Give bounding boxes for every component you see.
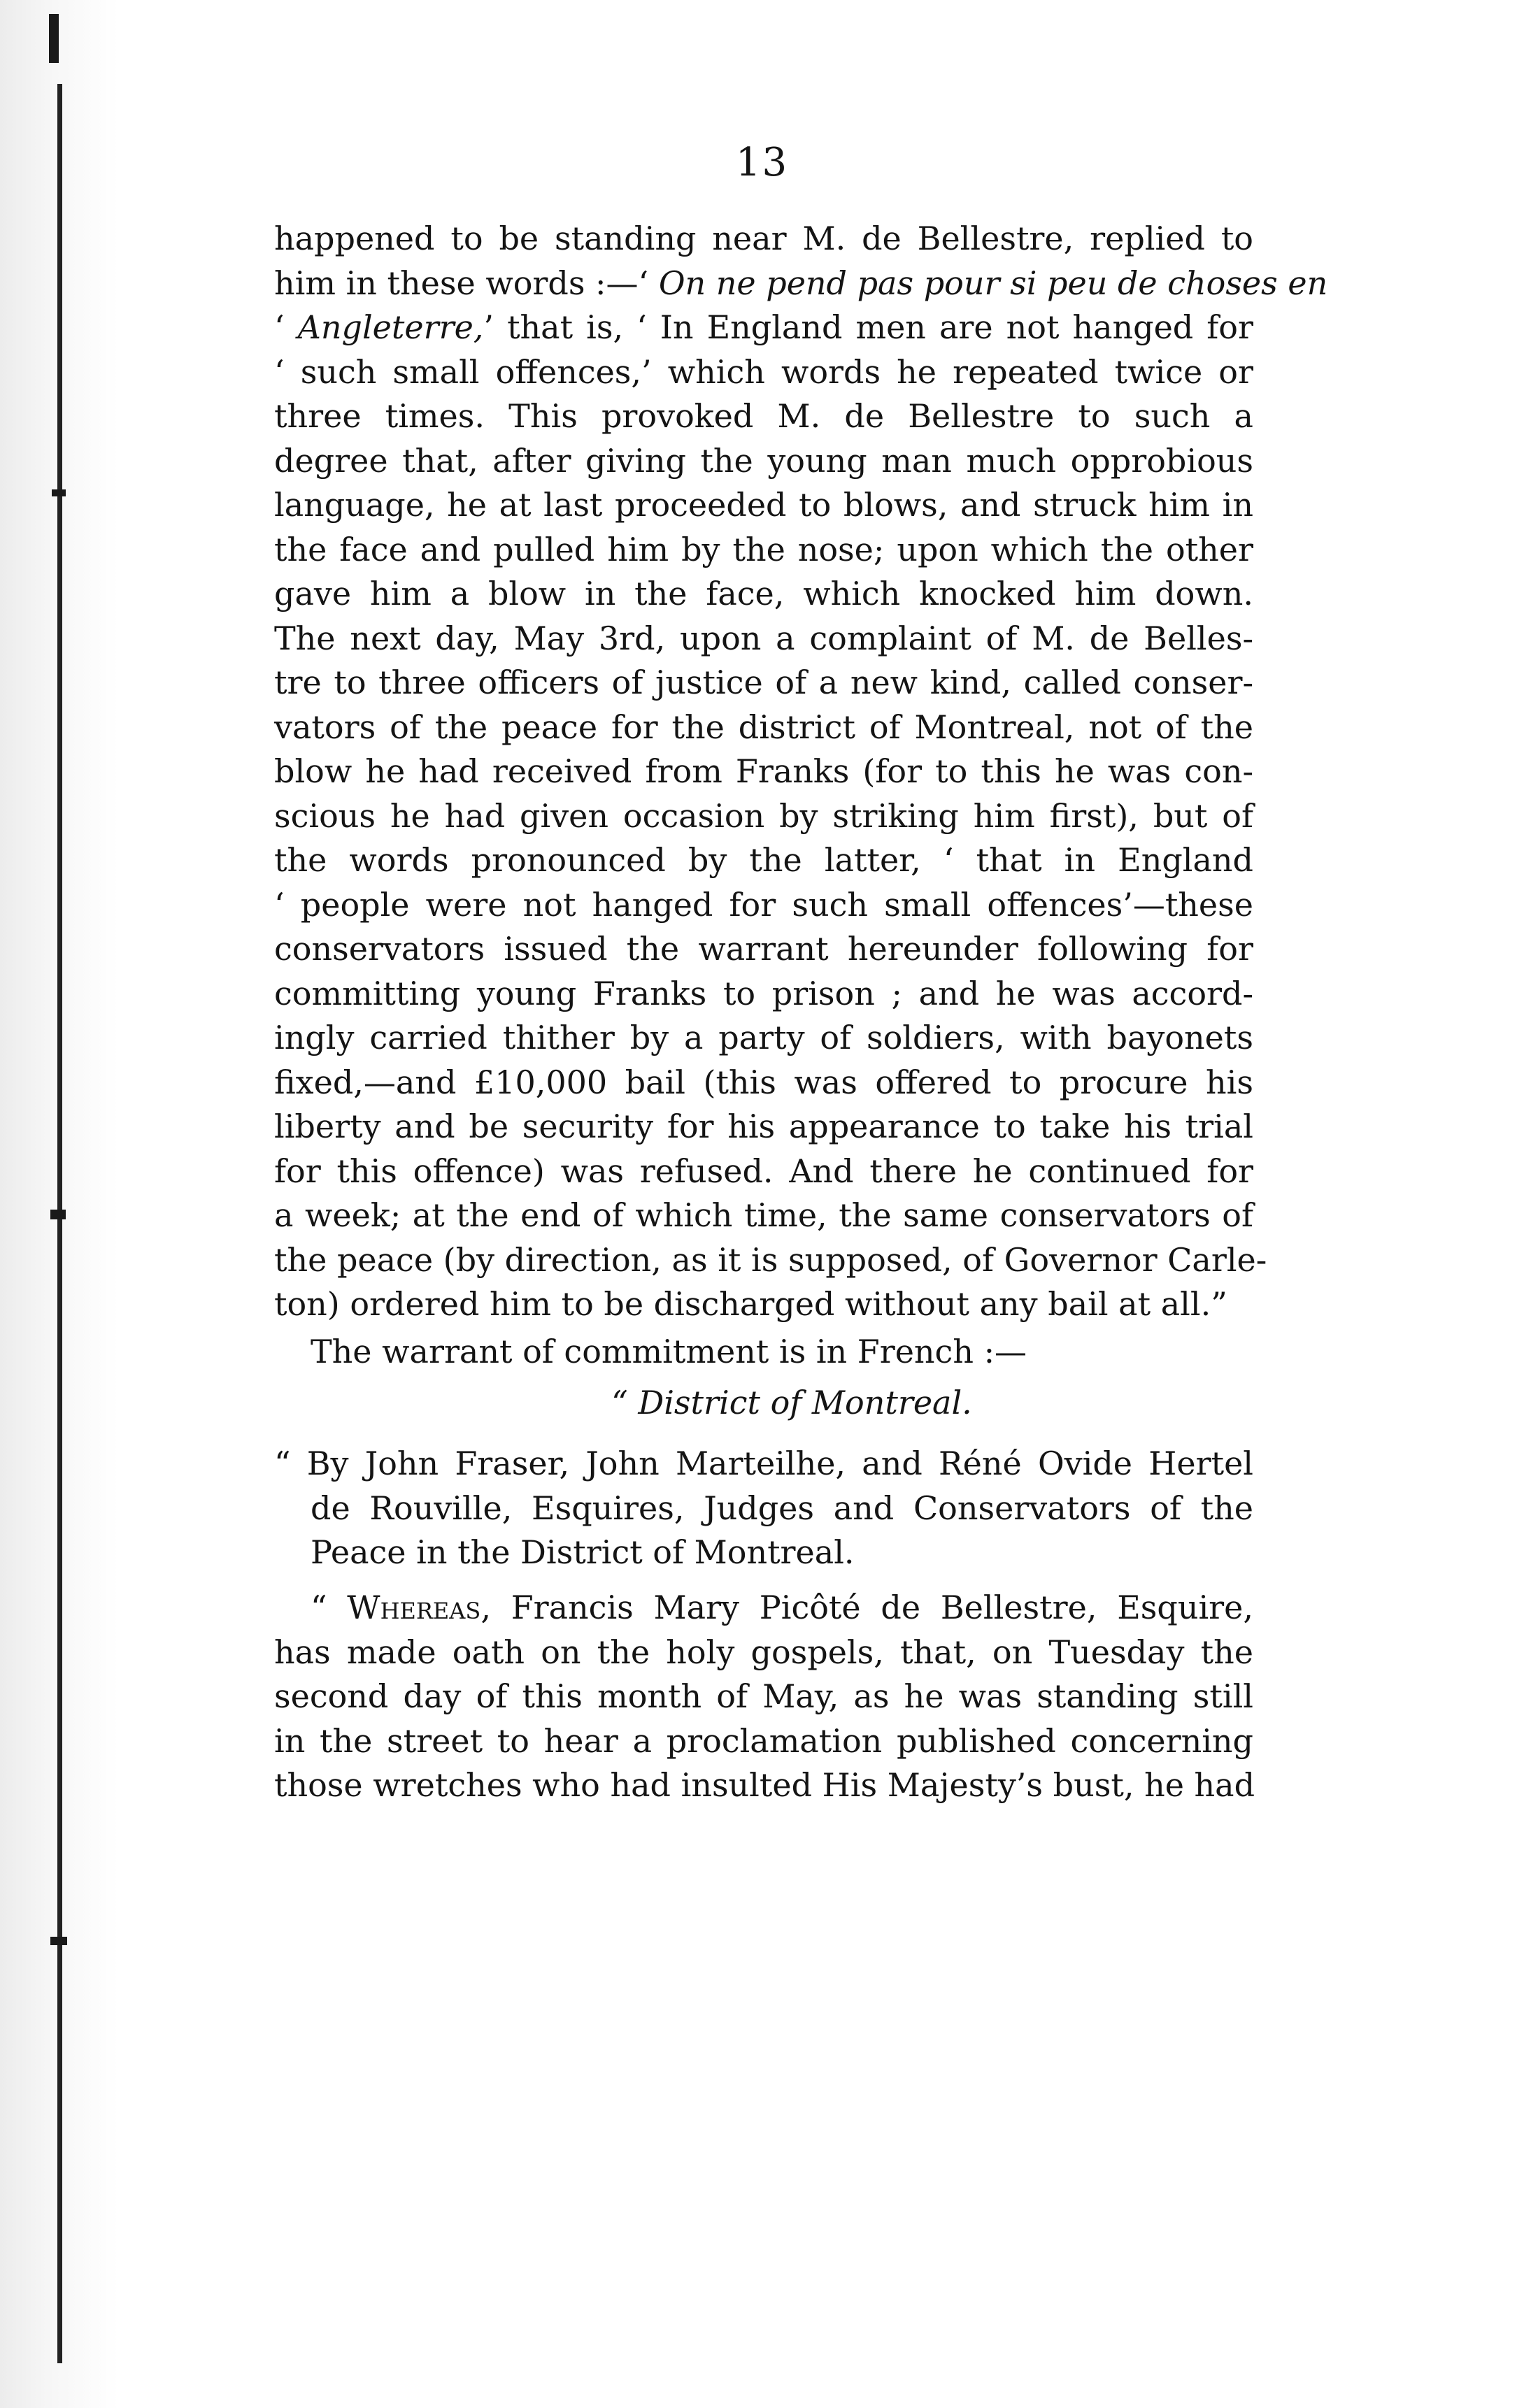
text-line: The warrant of commitment is in French :—	[311, 1333, 1027, 1370]
text-line: for this offence) was refused. And there he continued for	[274, 1152, 1253, 1190]
text-line: happened to be standing near M. de Bellestre, replied to	[274, 220, 1253, 257]
binding-mark	[50, 1210, 66, 1219]
whereas-word: Whereas	[347, 1589, 481, 1626]
main-paragraph	[274, 217, 1328, 1327]
text-line: tre to three officers of justice of a new kind, called conser-	[274, 664, 1253, 701]
text-line: blow he had received from Franks (for to this he was con-	[274, 752, 1253, 790]
text-line: the peace (by direction, as it is supposed, of Governor Carle-	[274, 1240, 1267, 1279]
text-line: him in these words :—‘ On ne pend pas pour si peu de choses en	[274, 264, 1328, 302]
text-line: Peace in the District of Montreal.	[311, 1533, 855, 1571]
text-line: ‘ such small offences,’ which words he repeated twice or	[274, 352, 1253, 391]
text-line: has made oath on the holy gospels, that, on Tuesday the	[274, 1633, 1253, 1671]
text-line: the face and pulled him by the nose; upon which the other	[274, 530, 1253, 568]
whereas-paragraph	[274, 1586, 1253, 1808]
text-line: three times. This provoked M. de Bellestre to such a	[274, 397, 1253, 435]
binding-mark	[50, 1937, 67, 1945]
text-line: ‘ Angleterre,’ that is, ‘ In England men are not hanged for	[274, 308, 1253, 346]
text-line: second day of this month of May, as he was standing still	[274, 1677, 1253, 1715]
text-line: “ By John Fraser, John Marteilhe, and Réné Ovide Hertel	[274, 1445, 1253, 1482]
text-line: ton) ordered him to be discharged without any bail at all.”	[274, 1285, 1227, 1323]
text-line: “ Whereas, Francis Mary Picôté de Bellestre, Esquire,	[311, 1589, 1254, 1626]
text-line: committing young Franks to prison ; and he was accord-	[274, 974, 1253, 1012]
warrant-intro	[274, 1330, 1253, 1375]
binding-edge	[57, 84, 62, 2363]
french-quote: On ne pend pas pour si peu de choses en	[658, 264, 1328, 302]
text-line: degree that, after giving the young man much opprobious	[274, 441, 1253, 480]
text-line: ingly carried thither by a party of soldiers, with bayonets	[274, 1019, 1253, 1056]
text-line: “ District of Montreal.	[611, 1384, 972, 1421]
text-line: in the street to hear a proclamation published concerning	[274, 1721, 1253, 1760]
commissioners-paragraph	[274, 1442, 1253, 1575]
binding-mark	[52, 489, 66, 496]
text-line: conservators issued the warrant hereunder following for	[274, 930, 1253, 968]
text-line: the words pronounced by the latter, ‘ that in England	[274, 841, 1253, 879]
district-heading	[274, 1381, 1253, 1426]
french-quote: Angleterre,	[297, 308, 484, 346]
binding-mark	[49, 14, 59, 63]
page-number: 13	[735, 140, 789, 185]
text-line: language, he at last proceeded to blows, and struck him in	[274, 486, 1253, 524]
text-line: ‘ people were not hanged for such small offences’—these	[274, 885, 1253, 924]
text-line: a week; at the end of which time, the same conservators of	[274, 1196, 1253, 1234]
text-line: those wretches who had insulted His Majesty’s bust, he had	[274, 1766, 1255, 1804]
text-line: vators of the peace for the district of Montreal, not of the	[274, 708, 1253, 746]
text-line: de Rouville, Esquires, Judges and Conservators of the	[311, 1489, 1253, 1527]
text-line: scious he had given occasion by striking him first), but of	[274, 796, 1253, 835]
text-line: fixed,—and £10,000 bail (this was offered to procure his	[274, 1063, 1253, 1101]
text-line: gave him a blow in the face, which knocked him down.	[274, 575, 1253, 612]
text-line: The next day, May 3rd, upon a complaint of M. de Belles-	[274, 619, 1253, 657]
text-line: liberty and be security for his appearance to take his trial	[274, 1108, 1253, 1145]
